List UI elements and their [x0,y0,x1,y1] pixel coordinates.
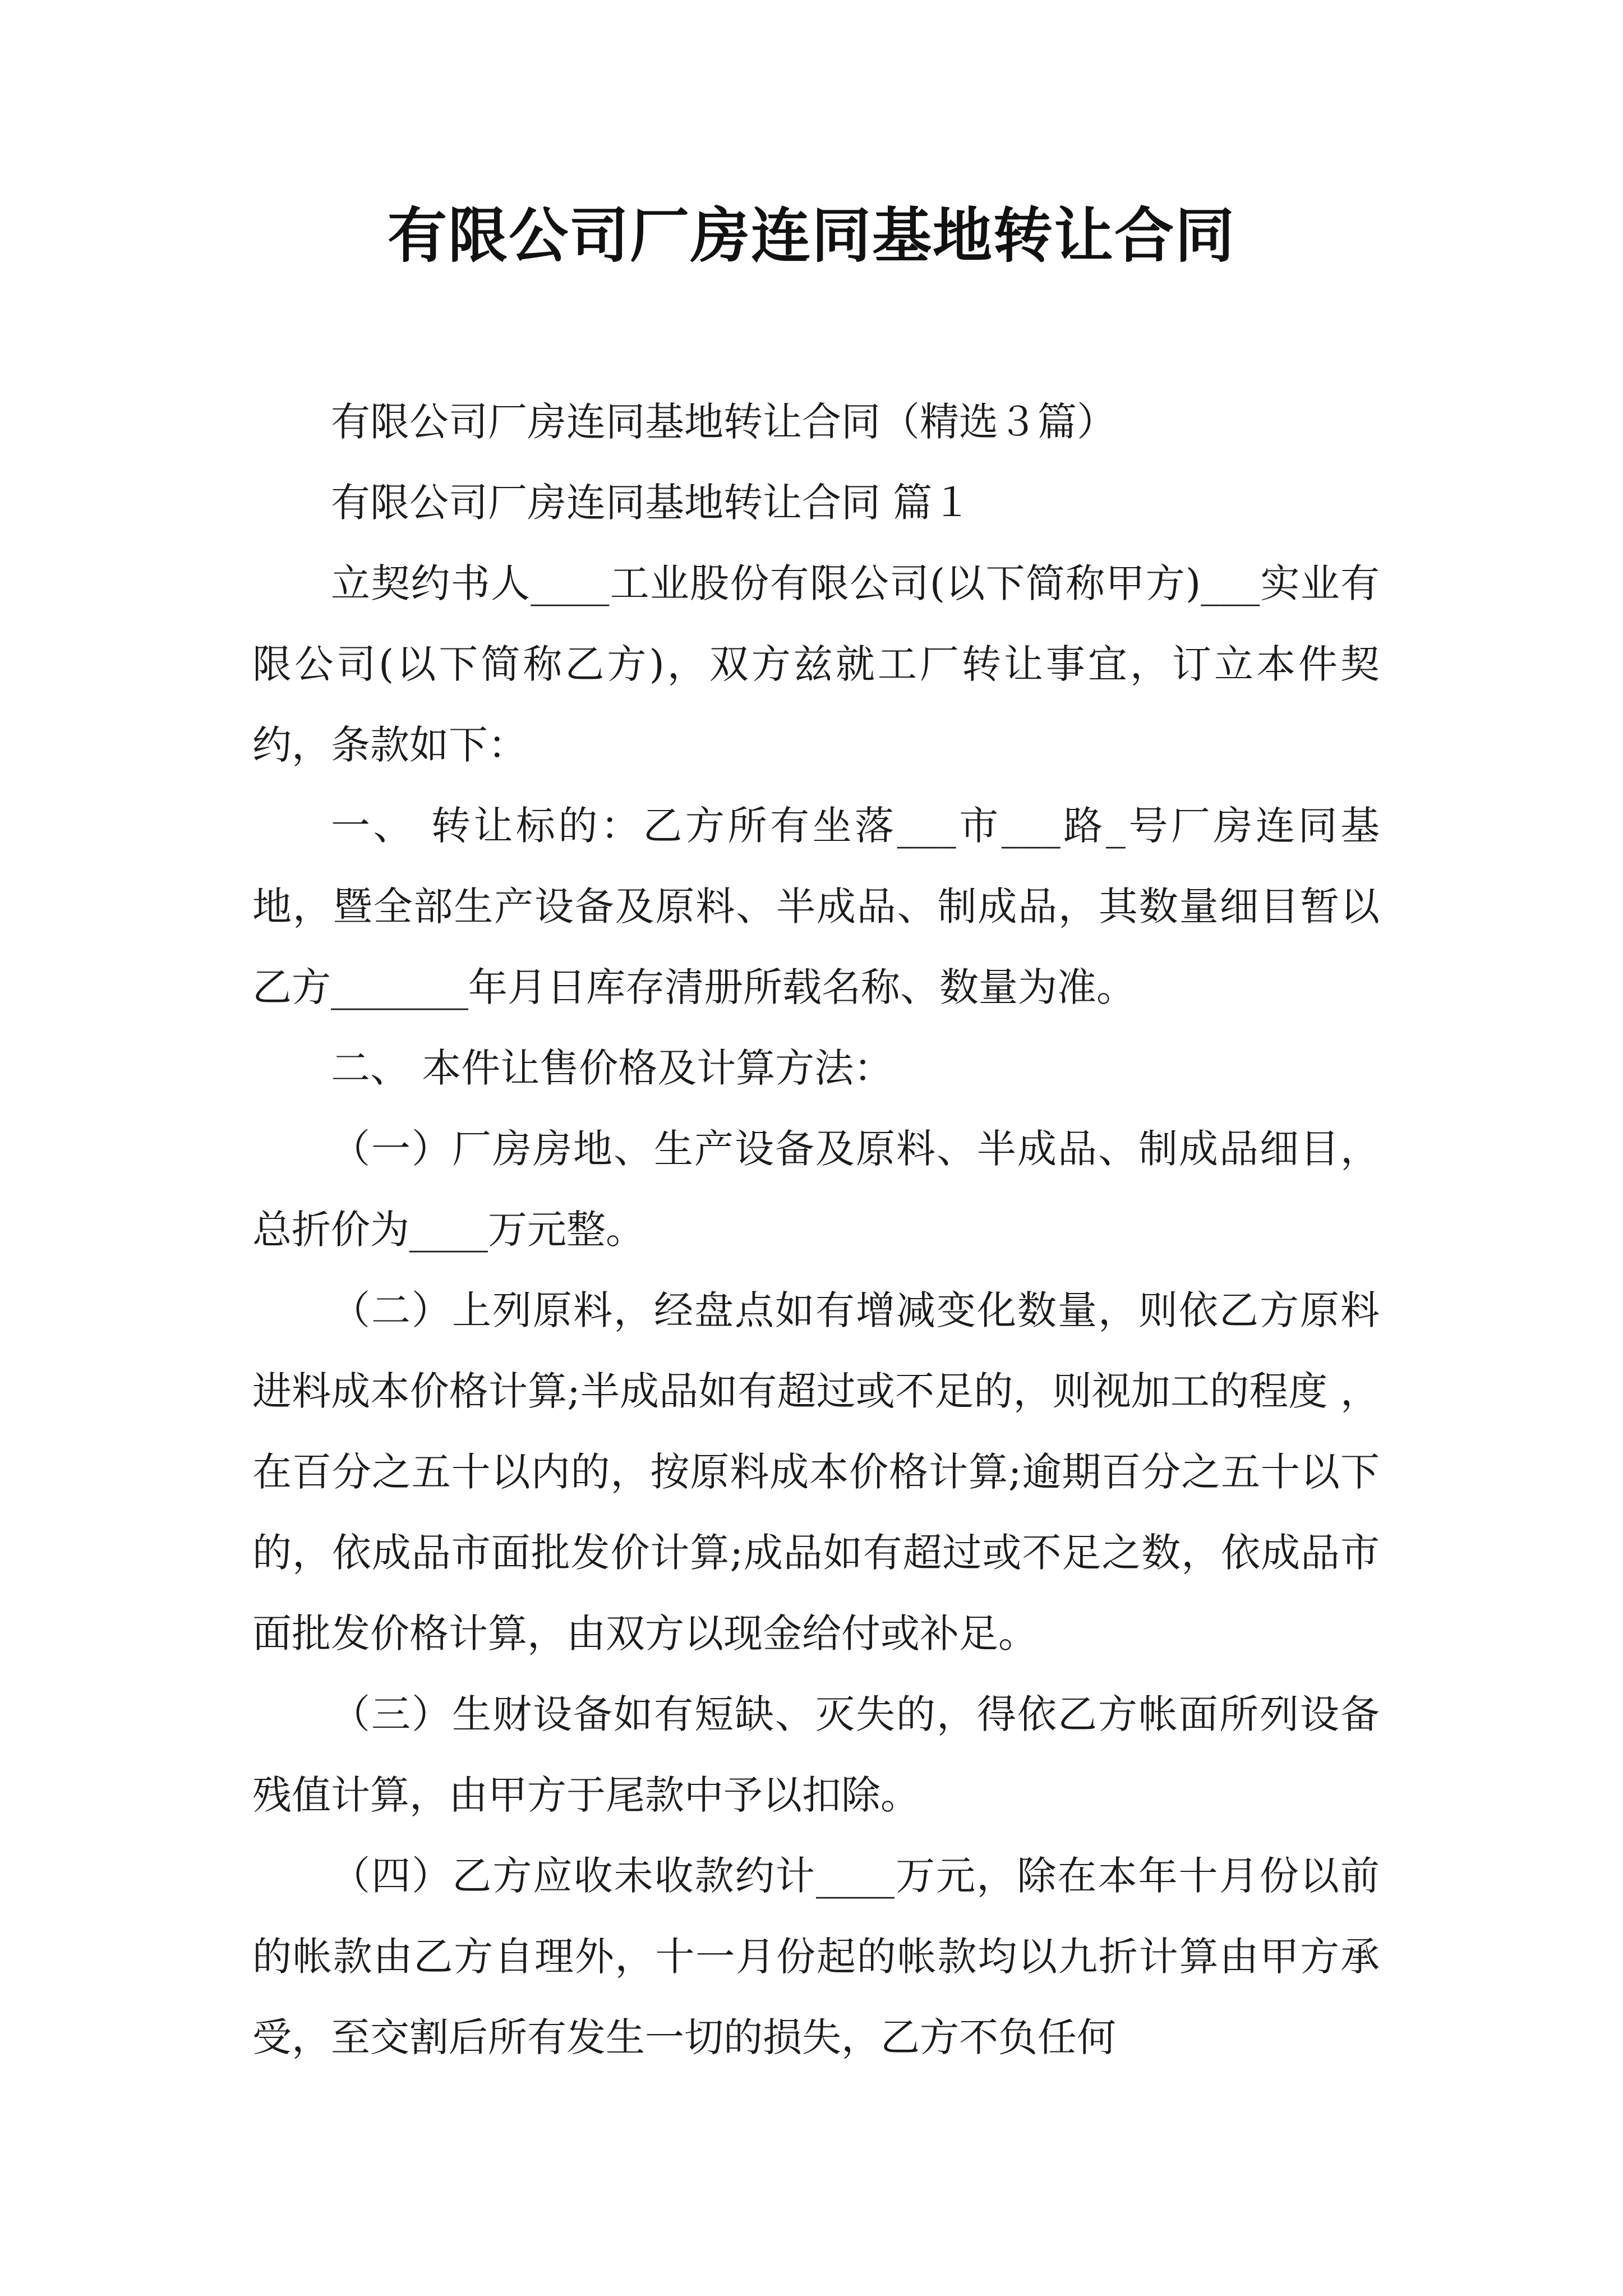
document-body [252,381,1380,2078]
subtitle-collection: 有限公司厂房连同基地转让合同（精选３篇） [331,399,1116,445]
document-title: 有限公司厂房连同基地转让合同 [388,200,1235,270]
clause-2-item-4: （四）乙方应收未收款约计____万元，除在本年十月份以前的帐款由乙方自理外，十一月份起的帐款均以九折计算由甲方承受，至交割后所有发生一切的损失，乙方不负任何 [252,1853,1380,2060]
paragraph-parties: 立契约书人____工业股份有限公司(以下简称甲方)___实业有限公司(以下简称乙方)，双方兹就工厂转让事宜，订立本件契约，条款如下： [252,560,1380,768]
clause-2-item-1: （一）厂房房地、生产设备及原料、半成品、制成品细目，总折价为____万元整。 [252,1126,1380,1253]
subtitle-part-1: 有限公司厂房连同基地转让合同 篇１ [331,480,972,526]
clause-2-heading: 二、 本件让售价格及计算方法： [331,1045,893,1091]
clause-1-subject: 一、 转让标的：乙方所有坐落___市___路_号厂房连同基地，暨全部生产设备及原料、半成品、制成品，其数量细目暂以乙方_______年月日库存清册所载名称、数量为准。 [252,803,1380,1010]
clause-2-item-3: （三）生财设备如有短缺、灭失的，得依乙方帐面所列设备残值计算，由甲方于尾款中予以扣除。 [252,1691,1380,1818]
clause-2-item-2: （二）上列原料，经盘点如有增减变化数量，则依乙方原料进料成本价格计算;半成品如有超过或不足的，则视加工的程度 ，在百分之五十以内的，按原料成本价格计算;逾期百分之五十以下的，依成品市面批发价计算;成品如有超过或不足之数，依成品市面批发价格计算，由双方以现金给付或补足。 [252,1287,1380,1657]
